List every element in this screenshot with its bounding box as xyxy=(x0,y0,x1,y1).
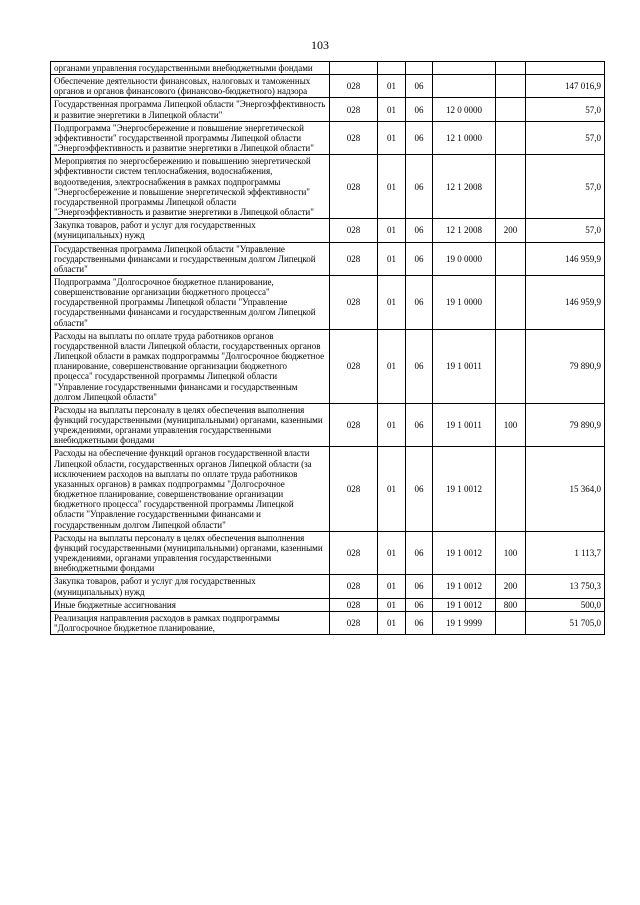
cell-name: Закупка товаров, работ и услуг для государственных (муниципальных) нужд xyxy=(51,575,330,598)
cell-section-code xyxy=(378,62,406,75)
cell-name: Реализация направления расходов в рамках подпрограммы "Долгосрочное бюджетное планирование, xyxy=(51,611,330,634)
cell-section-code: 01 xyxy=(378,611,406,634)
cell-name: органами управления государственными внебюджетными фондами xyxy=(51,62,330,75)
table-row xyxy=(51,98,605,121)
cell-expense-type xyxy=(496,447,526,531)
cell-name: Расходы на выплаты персоналу в целях обеспечения выполнения функций государственными (муниципальными) органами, казенными учреждениями, органами управления государственными внебюджетными фондами xyxy=(51,531,330,575)
table-row xyxy=(51,155,605,219)
cell-expense-type: 200 xyxy=(496,575,526,598)
cell-subsection-code: 06 xyxy=(406,121,433,154)
cell-subsection-code: 06 xyxy=(406,403,433,447)
cell-section-code: 01 xyxy=(378,447,406,531)
cell-amount xyxy=(526,62,605,75)
cell-section-code: 01 xyxy=(378,121,406,154)
cell-target-article: 19 1 0012 xyxy=(433,598,496,611)
cell-amount: 79 890,9 xyxy=(526,329,605,403)
cell-amount: 51 705,0 xyxy=(526,611,605,634)
budget-table-body xyxy=(51,62,605,635)
cell-ministry-code: 028 xyxy=(330,531,378,575)
cell-subsection-code: 06 xyxy=(406,242,433,275)
cell-name: Подпрограмма "Энергосбережение и повышение энергетической эффективности" государственной программы Липецкой области "Энергоэффективность и развитие энергетики в Липецкой области" xyxy=(51,121,330,154)
cell-expense-type: 800 xyxy=(496,598,526,611)
cell-expense-type: 100 xyxy=(496,531,526,575)
cell-target-article xyxy=(433,75,496,98)
cell-subsection-code xyxy=(406,62,433,75)
cell-subsection-code: 06 xyxy=(406,611,433,634)
cell-expense-type xyxy=(496,98,526,121)
cell-ministry-code: 028 xyxy=(330,242,378,275)
cell-name: Расходы на выплаты по оплате труда работников органов государственной власти Липецкой области, государственных органов Липецкой области в рамках подпрограммы "Долгосрочное бюджетное планирование, совершенствование организации бюджетного процесса" государственной программы Липецкой области "Управление государственными финансами и государственным долгом Липецкой области" xyxy=(51,329,330,403)
table-row xyxy=(51,598,605,611)
cell-target-article: 12 0 0000 xyxy=(433,98,496,121)
cell-expense-type xyxy=(496,121,526,154)
cell-ministry-code: 028 xyxy=(330,219,378,242)
cell-amount: 57,0 xyxy=(526,121,605,154)
cell-target-article: 19 1 0012 xyxy=(433,447,496,531)
cell-name: Государственная программа Липецкой области "Управление государственными финансами и государственным долгом Липецкой области" xyxy=(51,242,330,275)
cell-expense-type xyxy=(496,75,526,98)
cell-expense-type xyxy=(496,155,526,219)
cell-expense-type: 200 xyxy=(496,219,526,242)
cell-subsection-code: 06 xyxy=(406,275,433,329)
table-row xyxy=(51,75,605,98)
cell-amount: 13 750,3 xyxy=(526,575,605,598)
cell-section-code: 01 xyxy=(378,531,406,575)
cell-amount: 500,0 xyxy=(526,598,605,611)
table-row xyxy=(51,329,605,403)
cell-ministry-code xyxy=(330,62,378,75)
cell-name: Подпрограмма "Долгосрочное бюджетное планирование, совершенствование организации бюджетного процесса" государственной программы Липецкой области "Управление государственными финансами и государственным долгом Липецкой области" xyxy=(51,275,330,329)
cell-name: Закупка товаров, работ и услуг для государственных (муниципальных) нужд xyxy=(51,219,330,242)
cell-section-code: 01 xyxy=(378,575,406,598)
cell-name: Расходы на обеспечение функций органов государственной власти Липецкой области, государственных органов Липецкой области (за исключением расходов на выплаты по оплате труда работников указанных органов) в рамках подпрограммы "Долгосрочное бюджетное планирование, совершенствование организации бюджетного процесса" государственной программы Липецкой области "Управление государственными финансами и государственным долгом Липецкой области" xyxy=(51,447,330,531)
cell-section-code: 01 xyxy=(378,155,406,219)
table-row xyxy=(51,219,605,242)
cell-section-code: 01 xyxy=(378,219,406,242)
cell-amount: 57,0 xyxy=(526,98,605,121)
cell-ministry-code: 028 xyxy=(330,275,378,329)
cell-ministry-code: 028 xyxy=(330,98,378,121)
cell-name: Иные бюджетные ассигнования xyxy=(51,598,330,611)
cell-ministry-code: 028 xyxy=(330,75,378,98)
cell-ministry-code: 028 xyxy=(330,611,378,634)
page-number: 103 xyxy=(311,38,329,52)
cell-ministry-code: 028 xyxy=(330,121,378,154)
cell-section-code: 01 xyxy=(378,98,406,121)
cell-expense-type xyxy=(496,611,526,634)
cell-name: Мероприятия по энергосбережению и повышению энергетической эффективности систем теплоснабжения, водоснабжения, водоотведения, электроснабжения в рамках подпрограммы "Энергосбережение и повышение энергетической эффективности" государственной программы Липецкой области "Энергоэффективность и развитие энергетики в Липецкой области" xyxy=(51,155,330,219)
table-row xyxy=(51,447,605,531)
cell-subsection-code: 06 xyxy=(406,219,433,242)
cell-ministry-code: 028 xyxy=(330,598,378,611)
cell-target-article: 12 1 2008 xyxy=(433,155,496,219)
cell-name: Государственная программа Липецкой области "Энергоэффективность и развитие энергетики в Липецкой области" xyxy=(51,98,330,121)
cell-section-code: 01 xyxy=(378,75,406,98)
cell-amount: 57,0 xyxy=(526,219,605,242)
cell-section-code: 01 xyxy=(378,329,406,403)
cell-name: Расходы на выплаты персоналу в целях обеспечения выполнения функций государственными (муниципальными) органами, казенными учреждениями, органами управления государственными внебюджетными фондами xyxy=(51,403,330,447)
cell-subsection-code: 06 xyxy=(406,447,433,531)
cell-target-article: 12 1 2008 xyxy=(433,219,496,242)
cell-subsection-code: 06 xyxy=(406,598,433,611)
cell-target-article: 19 1 0012 xyxy=(433,575,496,598)
cell-subsection-code: 06 xyxy=(406,98,433,121)
cell-ministry-code: 028 xyxy=(330,155,378,219)
cell-subsection-code: 06 xyxy=(406,155,433,219)
cell-target-article: 19 1 0011 xyxy=(433,329,496,403)
cell-target-article: 19 1 0000 xyxy=(433,275,496,329)
cell-amount: 146 959,9 xyxy=(526,275,605,329)
cell-section-code: 01 xyxy=(378,242,406,275)
table-row xyxy=(51,403,605,447)
cell-expense-type: 100 xyxy=(496,403,526,447)
cell-name: Обеспечение деятельности финансовых, налоговых и таможенных органов и органов финансового (финансово-бюджетного) надзора xyxy=(51,75,330,98)
cell-target-article: 12 1 0000 xyxy=(433,121,496,154)
table-row xyxy=(51,531,605,575)
cell-ministry-code: 028 xyxy=(330,403,378,447)
cell-subsection-code: 06 xyxy=(406,75,433,98)
cell-ministry-code: 028 xyxy=(330,329,378,403)
table-row xyxy=(51,275,605,329)
cell-expense-type xyxy=(496,242,526,275)
table-row xyxy=(51,242,605,275)
cell-subsection-code: 06 xyxy=(406,575,433,598)
cell-expense-type xyxy=(496,275,526,329)
cell-target-article xyxy=(433,62,496,75)
cell-amount: 79 890,9 xyxy=(526,403,605,447)
cell-ministry-code: 028 xyxy=(330,575,378,598)
table-row xyxy=(51,121,605,154)
budget-table xyxy=(50,61,605,635)
table-row xyxy=(51,575,605,598)
cell-section-code: 01 xyxy=(378,275,406,329)
table-row xyxy=(51,611,605,634)
cell-target-article: 19 1 0012 xyxy=(433,531,496,575)
cell-amount: 15 364,0 xyxy=(526,447,605,531)
cell-expense-type xyxy=(496,329,526,403)
cell-target-article: 19 1 0011 xyxy=(433,403,496,447)
cell-expense-type xyxy=(496,62,526,75)
cell-subsection-code: 06 xyxy=(406,329,433,403)
cell-target-article: 19 0 0000 xyxy=(433,242,496,275)
cell-section-code: 01 xyxy=(378,598,406,611)
cell-target-article: 19 1 9999 xyxy=(433,611,496,634)
cell-amount: 1 113,7 xyxy=(526,531,605,575)
cell-subsection-code: 06 xyxy=(406,531,433,575)
cell-amount: 146 959,9 xyxy=(526,242,605,275)
cell-amount: 147 016,9 xyxy=(526,75,605,98)
table-row xyxy=(51,62,605,75)
cell-section-code: 01 xyxy=(378,403,406,447)
cell-ministry-code: 028 xyxy=(330,447,378,531)
cell-amount: 57,0 xyxy=(526,155,605,219)
